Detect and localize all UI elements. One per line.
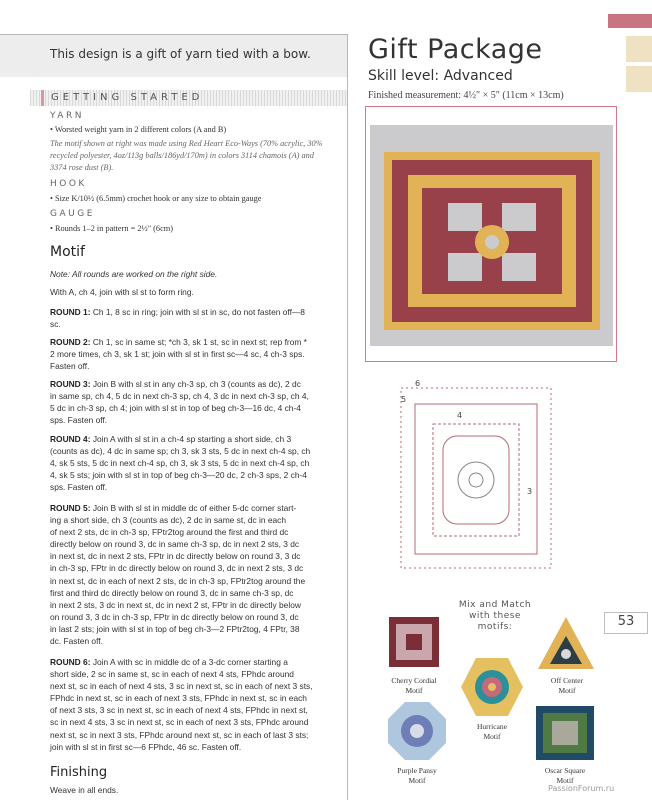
diagram-round-2 xyxy=(458,462,494,498)
skill-level: Skill level: Advanced xyxy=(368,68,513,84)
hook-item: • Size K/10½ (6.5mm) crochet hook or any size to obtain gauge xyxy=(50,194,262,203)
round-4 xyxy=(50,433,335,493)
round-5-line: in next st, dc in next 2 sts, FPtr in dc directly below on round 3, 3 dc xyxy=(50,551,301,562)
purple-pansy-label: Purple Pansy Motif xyxy=(397,766,437,785)
round-6-line: next st, sc in next 3 sts, FPhdc around next st, sc in each of last 3 sts; xyxy=(50,729,309,740)
round-6-line: of next 3 sts, 3 sc in next st, sc in each of next 4 sts, FPhdc in next st, xyxy=(50,705,308,716)
round-3-line: in same sp, ch 4, 5 dc in next ch-3 sp, ch 4, 3 dc in next ch-3 sp, ch 4, xyxy=(50,391,309,402)
round-4-line: 4, sk 5 sts, 5 dc in next ch-4 sp, ch 3, sk 3 sts, 5 dc in next ch-4 sp, ch xyxy=(50,458,310,469)
finished-measurement: Finished measurement: 4½" × 5" (11cm × 13cm) xyxy=(368,90,564,101)
round-2-line: Fasten off. xyxy=(50,361,90,372)
mix-line: with these xyxy=(469,611,521,621)
round-1 xyxy=(50,306,335,330)
motif-start: With A, ch 4, join with sl st to form ring. xyxy=(50,287,194,297)
round-4-line: (counts as dc), 4 dc in same sp; ch 3, sk 3 sts, 5 dc in next ch-4 sp, ch xyxy=(50,446,311,457)
round-3-label: ROUND 3: xyxy=(50,379,91,389)
round-1-line: sc. xyxy=(50,319,61,330)
motif-hole xyxy=(502,253,536,281)
cherry-cordial-swatch xyxy=(386,614,442,670)
off-center-swatch xyxy=(535,614,597,672)
round-5-line: first and third dc directly below on round 3, dc in same ch-3 sp, dc xyxy=(50,587,294,598)
cherry-cordial-label: Cherry Cordial Motif xyxy=(391,676,437,695)
yarn-note-1: The motif shown at right was made using Red Heart Eco-Ways (70% acrylic, 30% xyxy=(50,139,323,148)
diagram-label-3: 3 xyxy=(527,487,533,496)
round-2 xyxy=(50,336,335,372)
round-5-line: in last 2 sts; join with sl st in top of beg ch-3—2 FPtr2tog, 4 FPtr, 38 xyxy=(50,623,300,634)
yarn-note-2: recycled polyester, 4oz/113g balls/186yd/170m) in colors 3114 chamois (A) and xyxy=(50,151,314,160)
off-center-label: Off Center Motif xyxy=(550,676,584,695)
round-6-line: sc in next 4 sts, 3 sc in next st, sc in each of next 3 sts, FPhdc around xyxy=(50,717,309,728)
stitch-diagram xyxy=(385,372,565,586)
pattern-title: Gift Package xyxy=(368,34,543,65)
round-6-line: short side, 2 sc in same st, sc in each of next 4 sts, FPhdc around xyxy=(50,669,294,680)
round-4-line: 4, sk 5 sts; join with sl st in top of beg ch-3—20 dc, 2 ch-3 sps, 2 ch-4 xyxy=(50,470,307,481)
oscar-square-swatch xyxy=(534,704,596,762)
column-divider xyxy=(347,34,348,800)
round-3-line: 5 dc in ch-3 sp, ch 4; join with sl st in top of beg ch-3—16 dc, 4 ch-4 xyxy=(50,403,301,414)
getting-started-marker xyxy=(41,90,44,106)
motif-hole xyxy=(448,253,482,281)
diagram-label-6: 6 xyxy=(415,379,421,388)
round-5-line: dc. Fasten off. xyxy=(50,636,103,647)
round-1-label: ROUND 1: xyxy=(50,307,91,317)
page-number: 53 xyxy=(617,614,635,629)
round-3 xyxy=(50,378,335,426)
round-5-label: ROUND 5: xyxy=(50,503,91,513)
diagram-round-6 xyxy=(401,388,551,568)
round-5-line: ing a short side, ch 3 (counts as dc), 2 dc in same st, dc in each xyxy=(50,515,287,526)
round-5-line: in next st, dc in each of next 2 sts, dc in ch-3 sp, FPtr2tog around the xyxy=(50,575,306,586)
round-5 xyxy=(50,502,335,647)
motif-heading: Motif xyxy=(50,244,85,260)
round-5-line: Join B with sl st in middle dc of either 5-dc corner start- xyxy=(92,503,297,513)
decor-block-1 xyxy=(626,36,652,62)
round-5-line: in ch-3 sp, FPtr in dc directly below on round 3, dc in next 2 sts, 3 dc xyxy=(50,563,304,574)
mix-line: motifs: xyxy=(477,622,513,632)
intro-text: This design is a gift of yarn tied with a bow. xyxy=(50,47,311,61)
hurricane-swatch xyxy=(459,656,525,718)
diagram-label-4: 4 xyxy=(457,411,463,420)
getting-started-heading: GETTING STARTED xyxy=(51,92,204,103)
round-5-line: in next 2 sts, 3 dc in next st, dc in next 2 st, FPtr in dc directly below xyxy=(50,599,301,610)
gauge-item: • Rounds 1–2 in pattern = 2½" (6cm) xyxy=(50,224,173,233)
oscar-square-label: Oscar Square Motif xyxy=(544,766,586,785)
round-4-line: sps. Fasten off. xyxy=(50,482,108,493)
decor-bar-pink xyxy=(608,14,652,28)
round-6 xyxy=(50,656,335,753)
diagram-ring xyxy=(469,473,483,487)
round-6-label: ROUND 6: xyxy=(50,657,91,667)
yarn-item: • Worsted weight yarn in 2 different colors (A and B) xyxy=(50,125,227,134)
watermark: PassionForum.ru xyxy=(548,784,615,793)
round-6-line: join with sl st in first sc—6 FPhdc, 46 sc. Fasten off. xyxy=(50,741,242,752)
round-5-line: on round 3, 3 dc in ch-3 sp, FPtr in dc directly below on round 3, dc xyxy=(50,611,299,622)
round-6-line: next st, sc in each of next 4 sts, 3 sc in next st, sc in each of next 3 sts, xyxy=(50,681,313,692)
diagram-round-3 xyxy=(443,436,509,524)
round-2-line: Ch 1, sc in same st; *ch 3, sk 1 st, sc in next st; rep from * xyxy=(92,337,307,347)
motif-photo xyxy=(370,125,613,346)
finishing-text: Weave in all ends. xyxy=(50,785,119,795)
round-3-line: sps. Fasten off. xyxy=(50,415,108,426)
round-4-label: ROUND 4: xyxy=(50,434,91,444)
round-6-line: FPhdc in next st, sc in each of next 3 sts, FPhdc in next st, sc in each xyxy=(50,693,307,704)
motif-note: Note: All rounds are worked on the right side. xyxy=(50,269,218,279)
gauge-label: GAUGE xyxy=(50,209,95,219)
motif-hole xyxy=(502,203,536,231)
decor-block-2 xyxy=(626,66,652,92)
round-2-label: ROUND 2: xyxy=(50,337,91,347)
round-5-line: of next 2 sts, dc in ch-3 sp, FPtr2tog around the first and third dc xyxy=(50,527,289,538)
round-4-line: Join A with sl st in a ch-4 sp starting a short side, ch 3 xyxy=(92,434,292,444)
finishing-heading: Finishing xyxy=(50,765,108,780)
purple-pansy-swatch xyxy=(386,700,448,762)
yarn-label: YARN xyxy=(50,111,84,121)
motif-hole xyxy=(448,203,482,231)
diagram-label-5: 5 xyxy=(401,395,407,404)
round-6-line: Join A with sc in middle dc of a 3-dc corner starting a xyxy=(92,657,288,667)
mix-line: Mix and Match xyxy=(458,600,532,610)
round-1-line: Ch 1, 8 sc in ring; join with sl st in sc, do not fasten off—8 xyxy=(92,307,305,317)
yarn-note-3: 3374 rose dust (B). xyxy=(50,163,114,172)
round-2-line: 2 more times, ch 3, sk 1 st; join with sl st in first sc—4 sc, 4 ch-3 sps. xyxy=(50,349,305,360)
hook-label: HOOK xyxy=(50,179,87,189)
intro-band xyxy=(0,35,347,77)
mix-match-heading xyxy=(440,600,550,633)
motif-center-hole xyxy=(485,235,499,249)
round-3-line: Join B with sl st in any ch-3 sp, ch 3 (counts as dc), 2 dc xyxy=(92,379,301,389)
hurricane-label: Hurricane Motif xyxy=(477,722,507,741)
round-5-line: directly below on round 3, dc in same ch-3 sp, dc in next 2 sts, 3 dc xyxy=(50,539,300,550)
